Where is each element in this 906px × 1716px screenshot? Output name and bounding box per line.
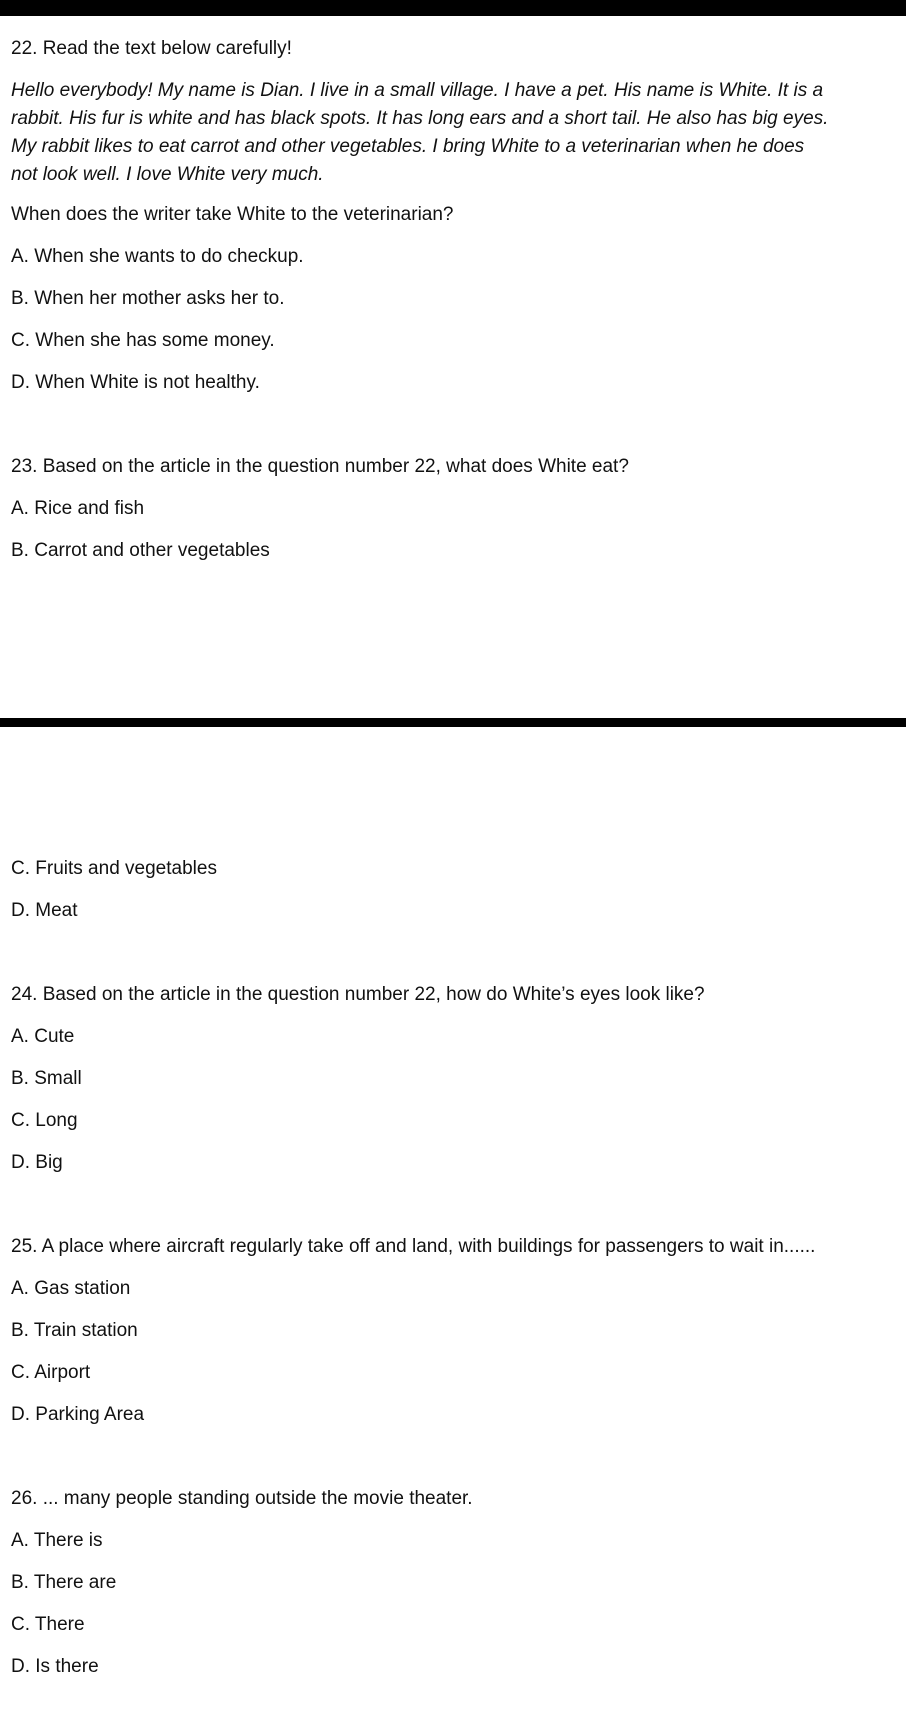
option-26-b: B. There are [11,1572,117,1593]
reading-passage [11,77,861,189]
passage-line: rabbit. His fur is white and has black spots. It has long ears and a short tail. He also has big eyes. [11,108,829,129]
option-22-c: C. When she has some money. [11,330,275,351]
passage-line: Hello everybody! My name is Dian. I live in a small village. I have a pet. His name is White. It is a [11,80,824,101]
question-26-text: 26. ... many people standing outside the movie theater. [11,1488,473,1509]
option-26-a: A. There is [11,1530,103,1551]
option-22-d: D. When White is not healthy. [11,372,260,393]
option-25-d: D. Parking Area [11,1404,145,1425]
question-22-heading: 22. Read the text below carefully! [11,38,292,59]
option-25-b: B. Train station [11,1320,138,1341]
option-23-b: B. Carrot and other vegetables [11,540,270,561]
option-25-c: C. Airport [11,1362,91,1383]
passage-line: My rabbit likes to eat carrot and other vegetables. I bring White to a veterinarian when he does [11,136,805,157]
page-break-divider [0,718,906,727]
option-23-c: C. Fruits and vegetables [11,858,217,879]
option-23-d: D. Meat [11,900,78,921]
option-26-d: D. Is there [11,1656,99,1677]
option-24-c: C. Long [11,1110,78,1131]
passage-line: not look well. I love White very much. [11,164,324,185]
top-page-border [0,0,906,16]
option-23-a: A. Rice and fish [11,498,145,519]
option-22-b: B. When her mother asks her to. [11,288,285,309]
option-24-a: A. Cute [11,1026,75,1047]
question-22-text: When does the writer take White to the veterinarian? [11,204,454,225]
question-23-text: 23. Based on the article in the question number 22, what does White eat? [11,456,629,477]
option-24-b: B. Small [11,1068,82,1089]
option-22-a: A. When she wants to do checkup. [11,246,304,267]
option-26-c: C. There [11,1614,85,1635]
option-25-a: A. Gas station [11,1278,131,1299]
question-24-text: 24. Based on the article in the question number 22, how do White’s eyes look like? [11,984,705,1005]
option-24-d: D. Big [11,1152,63,1173]
question-25-text: 25. A place where aircraft regularly take off and land, with buildings for passengers to wait in...... [11,1236,816,1257]
